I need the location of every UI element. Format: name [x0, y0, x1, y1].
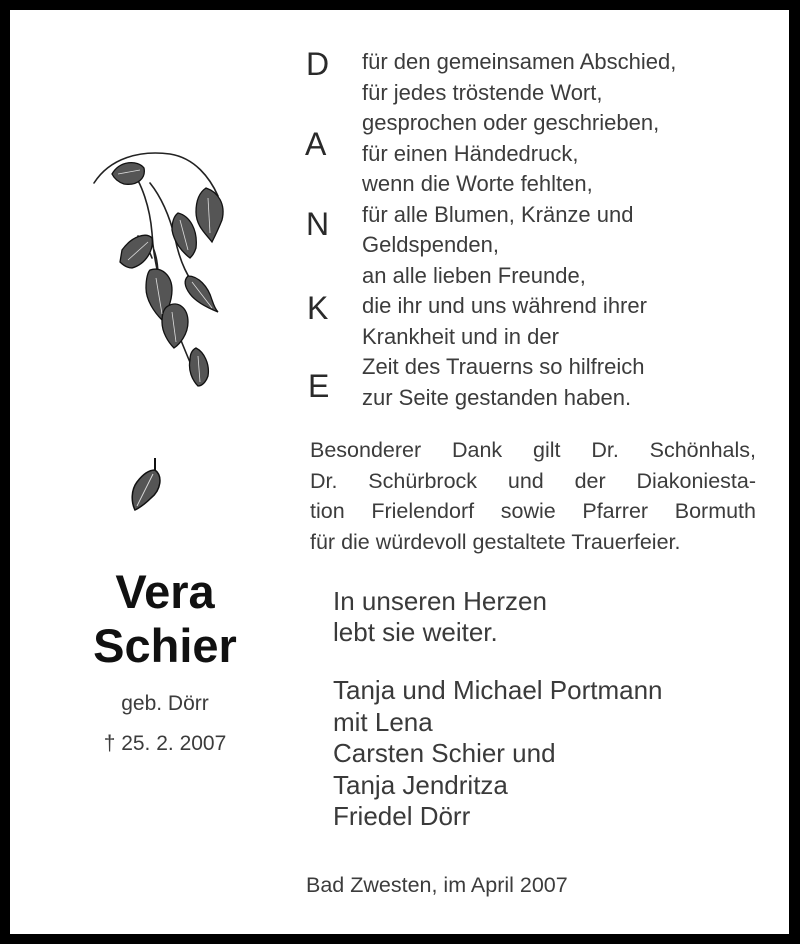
- death-date: † 25. 2. 2007: [103, 732, 227, 755]
- family-line: Tanja und Michael Portmann: [333, 675, 663, 705]
- special-thanks: [310, 435, 756, 557]
- acrostic-line: für den gemeinsamen Abschied,: [362, 49, 677, 74]
- memory-quote-line: lebt sie weiter.: [333, 617, 498, 647]
- special-thanks-line: tion Frielendorf sowie Pfarrer Bormuth: [310, 499, 756, 523]
- acrostic-letter-e: E: [308, 368, 330, 404]
- memory-quote-line: In unseren Herzen: [333, 586, 547, 616]
- birch-branch-icon: [80, 138, 240, 388]
- acrostic-line: Zeit des Trauerns so hilfreich: [362, 354, 645, 379]
- acrostic-letter-d: D: [306, 46, 330, 82]
- acrostic-line: für jedes tröstende Wort,: [362, 79, 603, 105]
- place-date: Bad Zwesten, im April 2007: [306, 873, 568, 897]
- special-thanks-line: Besonderer Dank gilt Dr. Schönhals,: [310, 438, 756, 462]
- acrostic-line: Geldspenden,: [362, 232, 499, 257]
- acrostic-line: für alle Blumen, Kränze und: [362, 201, 634, 227]
- family-line: Carsten Schier und: [333, 738, 556, 768]
- acrostic-line: für einen Händedruck,: [362, 140, 579, 166]
- acrostic-line: gesprochen oder geschrieben,: [362, 110, 660, 135]
- special-thanks-line: für die würdevoll gestaltete Trauerfeier.: [310, 529, 681, 554]
- acrostic-letter-a: A: [305, 126, 327, 162]
- acrostic-line: die ihr und uns während ihrer: [362, 293, 647, 318]
- acrostic-letter-k: K: [307, 290, 329, 326]
- family-line: Tanja Jendritza: [333, 769, 508, 800]
- acrostic-line: zur Seite gestanden haben.: [362, 384, 632, 410]
- falling-leaf-icon: [127, 454, 167, 514]
- deceased-first-name: Vera: [115, 565, 215, 618]
- acrostic-line: Krankheit und in der: [362, 323, 559, 349]
- deceased-last-name: Schier: [93, 619, 237, 672]
- special-thanks-line: Dr. Schürbrock und der Diakoniesta-: [310, 468, 756, 493]
- maiden-name: geb. Dörr: [121, 692, 209, 715]
- family-line: mit Lena: [333, 706, 433, 737]
- obituary-card: [10, 10, 789, 934]
- acrostic-text: [362, 47, 676, 413]
- acrostic-line: wenn die Worte fehlten,: [362, 171, 593, 196]
- family-line: Friedel Dörr: [333, 801, 471, 831]
- family-list: [333, 675, 663, 833]
- memory-quote: [333, 586, 547, 648]
- acrostic-line: an alle lieben Freunde,: [362, 262, 586, 288]
- acrostic-letter-n: N: [306, 206, 330, 242]
